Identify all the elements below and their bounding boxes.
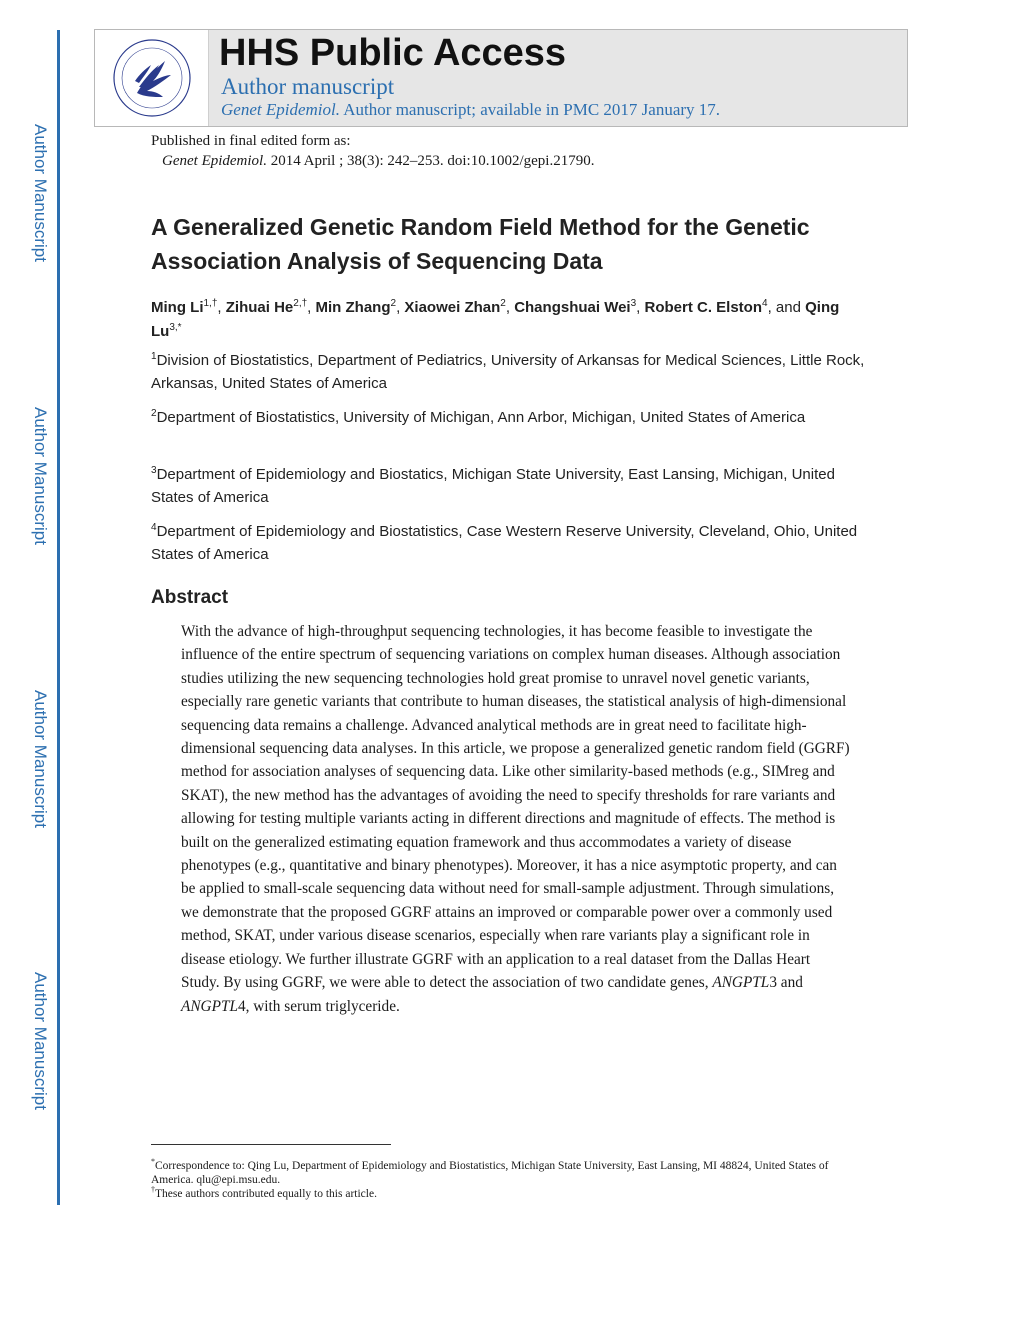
affiliation-text: Department of Epidemiology and Biostatics, Michigan State University, East Lansing, Michigan, United States of America: [151, 466, 835, 506]
correspondence-text: Correspondence to: Qing Lu, Department of Epidemiology and Biostatistics, Michigan State University, East Lansing, MI 48824, United States of America. qlu@epi.msu.edu.: [151, 1160, 829, 1186]
author-affiliation-mark: 3,*: [169, 322, 182, 333]
gene-number: 3: [769, 974, 777, 992]
banner-journal-name: Genet Epidemiol.: [221, 100, 340, 119]
banner-availability: Author manuscript; available in PMC 2017 January 17.: [339, 100, 721, 119]
author-name: Robert C. Elston: [644, 299, 763, 316]
affiliation-number: 4: [151, 522, 157, 533]
gene-name: ANGPTL: [712, 974, 770, 992]
footnote-mark: *: [151, 1157, 155, 1167]
footnote-mark: †: [151, 1185, 155, 1195]
affiliation-text: Department of Biostatistics, University of Michigan, Ann Arbor, Michigan, United States of America: [156, 409, 806, 426]
affiliation-text: Division of Biostatistics, Department of Pediatrics, University of Arkansas for Medical Sciences, Little Rock, Arkansas, United States of America: [151, 352, 865, 392]
abstract-text: With the advance of high-throughput sequencing technologies, it has become feasible to investigate the influence of the entire spectrum of sequencing variations on complex human diseases. Although association studies utilizing the new sequencing technologies hold great promise to unravel novel genetic variants, especially rare genetic variants that contribute to human diseases, the statistical analysis of high-dimensional sequencing data remains a challenge. Advanced analytical methods are in great need to facilitate high-dimensional sequencing data analyses. In this article, we propose a generalized genetic random field (GGRF) method for association analyses of sequencing data. Like other similarity-based methods (e.g., SIMreg and SKAT), the new method has the advantages of avoiding the need to specify thresholds for rare variants and allowing for testing multiple variants acting in different directions and magnitude of effects. The method is built on the generalized estimating equation framework and thus accommodates a variety of disease phenotypes (e.g., quantitative and binary phenotypes). Moreover, it has a nice asymptotic property, and can be applied to small-scale sequencing data without need for small-sample adjustment. Through simulations, we demonstrate that the proposed GGRF attains an improved or comparable power over a commonly used method, SKAT, under various disease scenarios, especially when rare variants play a significant role in disease etiology. We further illustrate GGRF with an application to a real dataset from the Dallas Heart Study. By using GGRF, we were able to detect the association of two candidate genes,: [181, 623, 850, 992]
footnotes: [151, 1159, 851, 1201]
author-separator: ,: [217, 299, 226, 316]
author-name: Min Zhang: [315, 299, 391, 316]
abstract-text-end: , with serum triglyceride.: [245, 997, 400, 1015]
correspondence-footnote: [151, 1159, 851, 1187]
author-separator: ,: [307, 299, 316, 316]
published-info: [151, 131, 594, 171]
gene-number: 4: [237, 997, 246, 1015]
equal-contribution-footnote: [151, 1187, 851, 1201]
side-label-author-manuscript: Author Manuscript: [31, 406, 50, 545]
abstract-heading: Abstract: [151, 587, 229, 608]
gene-name: ANGPTL: [181, 997, 238, 1015]
published-journal: Genet Epidemiol.: [162, 153, 267, 169]
affiliation-text: Department of Epidemiology and Biostatistics, Case Western Reserve University, Cleveland, Ohio, United States of America: [151, 523, 858, 563]
published-citation-details: 2014 April ; 38(3): 242–253. doi:10.1002/gepi.21790.: [266, 153, 595, 169]
published-label: Published in final edited form as:: [151, 133, 351, 149]
banner-title: HHS Public Access: [219, 32, 567, 74]
author-affiliation-mark: 3: [630, 298, 637, 309]
affiliation-number: 2: [151, 408, 157, 419]
author-separator: ,: [505, 299, 515, 316]
author-affiliation-mark: 2,†: [293, 298, 308, 309]
abstract-body: [181, 620, 851, 1018]
author-name: Ming Li: [151, 299, 204, 316]
author-separator: ,: [396, 299, 405, 316]
affiliation: [151, 463, 871, 509]
hhs-eagle-seal-icon: [109, 35, 195, 121]
author-name: Zihuai He: [225, 299, 294, 316]
author-list: [151, 296, 871, 344]
author-separator: ,: [636, 299, 645, 316]
article-title: A Generalized Genetic Random Field Method for the Genetic Association Analysis of Sequencing Data: [151, 214, 810, 274]
hhs-logo: [95, 30, 209, 126]
author-name: Changshuai Wei: [514, 299, 631, 316]
side-label-author-manuscript: Author Manuscript: [31, 123, 50, 262]
author-affiliation-mark: 1,†: [203, 298, 218, 309]
affiliation: [151, 406, 871, 429]
affiliation-number: 1: [151, 351, 157, 362]
footnote-divider: [151, 1144, 391, 1145]
author-affiliation-mark: 2: [500, 298, 506, 309]
banner-subtitle: Author manuscript: [221, 74, 395, 99]
affiliation: [151, 520, 871, 566]
author-separator: , and: [767, 299, 806, 316]
affiliation-number: 3: [151, 465, 157, 476]
side-label-author-manuscript: Author Manuscript: [31, 971, 50, 1110]
author-affiliation-mark: 2: [390, 298, 397, 309]
affiliation: [151, 349, 871, 395]
published-citation: [151, 151, 594, 171]
side-label-author-manuscript: Author Manuscript: [31, 689, 50, 828]
hhs-banner: [94, 29, 908, 127]
equal-contribution-text: These authors contributed equally to this article.: [155, 1188, 377, 1200]
author-affiliation-mark: 4: [762, 298, 768, 309]
author-name: Qing Lu: [151, 299, 840, 340]
banner-journal-line: [221, 100, 720, 120]
abstract-conjunction: and: [776, 974, 803, 992]
author-name: Xiaowei Zhan: [404, 299, 501, 316]
